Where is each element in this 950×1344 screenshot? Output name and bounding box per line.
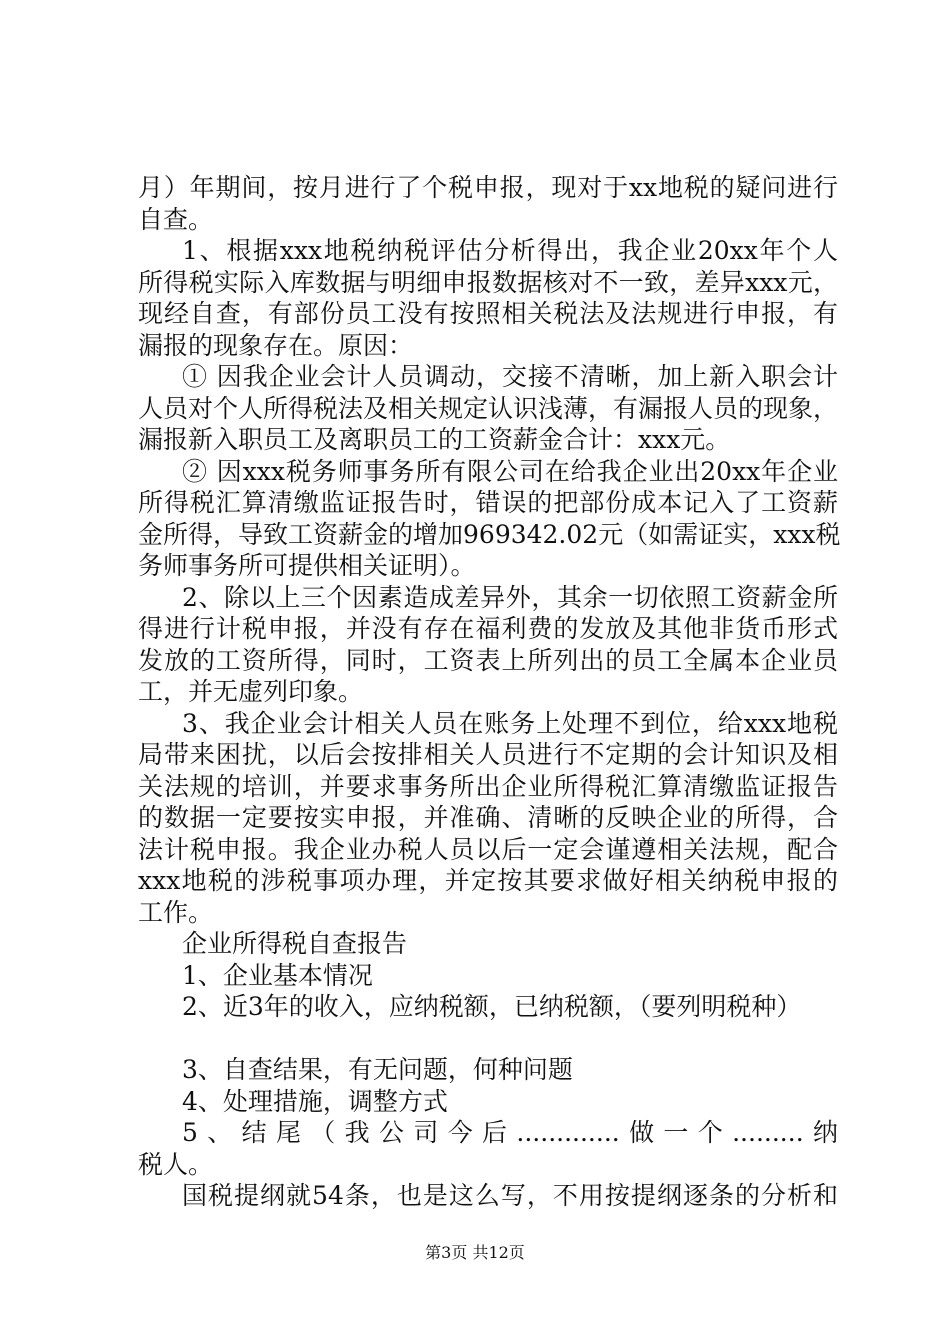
paragraph-first-line: 3、我企业会计相关人员在账务上处理不到位，给xxx地税 <box>182 708 838 738</box>
paragraph-first-line: ② 因xxx税务师事务所有限公司在给我企业出20xx年企业 <box>182 456 838 486</box>
section-heading: 企业所得税自查报告 <box>182 929 408 958</box>
text-line: 所得税实际入库数据与明细申报数据核对不一致，差异xxx元， <box>138 267 838 297</box>
text-line: 所得税汇算清缴监证报告时，错误的把部份成本记入了工资薪 <box>138 488 838 517</box>
blank-line <box>138 1023 838 1055</box>
page-number-footer: 第3页 共12页 <box>425 1243 525 1262</box>
text-line: 的数据一定要按实申报，并准确、清晰的反映企业的所得，合 <box>138 803 838 832</box>
text-line: xxx地税的涉税事项办理，并定按其要求做好相关纳税申报的 <box>138 866 838 895</box>
text-line: 关法规的培训，并要求事务所出企业所得税汇算清缴监证报告 <box>138 771 838 801</box>
text-line: 金所得，导致工资薪金的增加969342.02元（如需证实，xxx税 <box>138 519 841 549</box>
outline-item: 2、近3年的收入，应纳税额，已纳税额，（要列明税种） <box>182 992 802 1021</box>
outline-item: 1、企业基本情况 <box>182 960 373 990</box>
outline-item: 4、处理措施，调整方式 <box>182 1086 448 1116</box>
text-line: 税人。 <box>138 1149 214 1179</box>
text-line: 现经自查，有部份员工没有按照相关税法及法规进行申报，有 <box>138 299 838 328</box>
text-line: 务师事务所可提供相关证明）。 <box>138 551 476 580</box>
paragraph-first-line: ① 因我企业会计人员调动，交接不清晰，加上新入职会计 <box>182 362 838 391</box>
outline-item: 5、结尾（我公司今后.............做一个.........纳 <box>182 1118 838 1147</box>
text-line: 局带来困扰，以后会按排相关人员进行不定期的会计知识及相 <box>138 740 838 769</box>
text-line: 法计税申报。我企业办税人员以后一定会谨遵相关法规，配合 <box>138 834 838 864</box>
text-line: 发放的工资所得，同时，工资表上所列出的员工全属本企业员 <box>138 645 838 675</box>
text-line: 漏报的现象存在。原因： <box>138 330 414 360</box>
paragraph-first-line: 1、根据xxx地税纳税评估分析得出，我企业20xx年个人 <box>182 236 838 265</box>
document-body <box>138 172 841 1212</box>
paragraph-first-line: 2、除以上三个因素造成差异外，其余一切依照工资薪金所 <box>182 582 838 612</box>
text-line: 工，并无虚列印象。 <box>138 677 364 706</box>
text-line: 工作。 <box>138 897 214 927</box>
text-line: 漏报新入职员工及离职员工的工资薪金合计：xxx元。 <box>138 425 731 454</box>
outline-item: 3、自查结果，有无问题，何种问题 <box>182 1055 573 1084</box>
text-line: 自查。 <box>138 204 214 234</box>
text-line: 月）年期间，按月进行了个税申报，现对于xx地税的疑问进行 <box>138 173 838 202</box>
text-line: 得进行计税申报，并没有存在福利费的发放及其他非货币形式 <box>138 614 838 643</box>
paragraph-first-line: 国税提纲就54条，也是这么写，不用按提纲逐条的分析和 <box>182 1181 838 1210</box>
text-line: 人员对个人所得税法及相关规定认识浅薄，有漏报人员的现象， <box>138 393 839 423</box>
